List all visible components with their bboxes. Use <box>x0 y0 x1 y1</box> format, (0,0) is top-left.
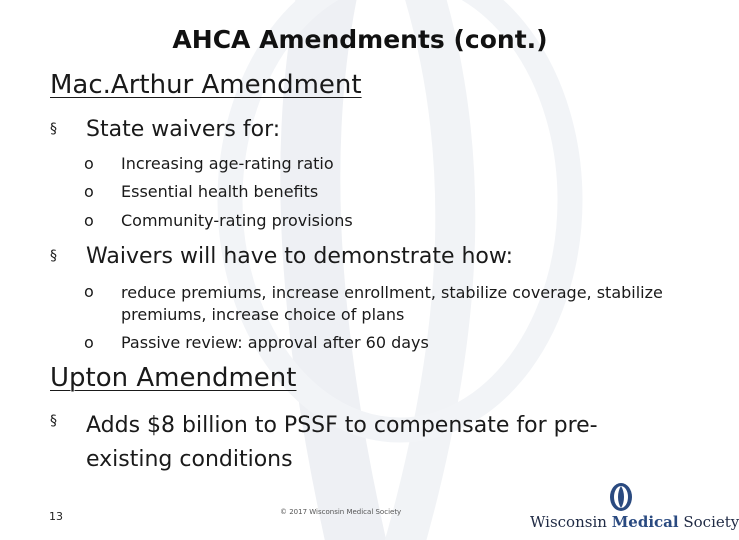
sub-bullet-text: Passive review: approval after 60 days <box>121 333 429 352</box>
sub-bullet-text: Community-rating provisions <box>121 211 353 230</box>
page-number: 13 <box>49 510 63 523</box>
sub-bullet-text: reduce premiums, increase enrollment, stabilize coverage, stabilize premiums, increase choice of plans <box>121 283 663 324</box>
wisconsin-medical-society-logo <box>530 482 739 532</box>
section-heading-upton: Upton Amendment <box>50 363 297 393</box>
society-seal-icon <box>608 482 634 512</box>
sub-bullet-marker: o <box>84 182 94 201</box>
sub-bullet-marker: o <box>84 333 94 352</box>
slide-title: AHCA Amendments (cont.) <box>172 25 548 54</box>
bullet-text: Adds $8 billion to PSSF to compensate for pre-existing conditions <box>86 413 598 472</box>
sub-bullet-text: Increasing age-rating ratio <box>121 154 334 173</box>
bullet-marker: § <box>50 248 57 264</box>
sub-bullet-marker: o <box>84 154 94 173</box>
bullet-text: State waivers for: <box>86 117 281 142</box>
logo-word: Wisconsin <box>530 513 607 531</box>
bullet-text: Waivers will have to demonstrate how: <box>86 244 514 269</box>
logo-word-accent: Medical <box>611 513 679 531</box>
bullet-marker: § <box>50 121 57 137</box>
bullet-marker: § <box>50 413 57 429</box>
section-heading-macarthur: Mac.Arthur Amendment <box>50 70 362 100</box>
sub-bullet-marker: o <box>84 211 94 230</box>
sub-bullet-marker: o <box>84 282 94 301</box>
logo-wordmark <box>530 513 739 531</box>
sub-bullet-text: Essential health benefits <box>121 182 319 201</box>
logo-word: Society <box>683 513 739 531</box>
copyright-text: © 2017 Wisconsin Medical Society <box>280 508 402 516</box>
